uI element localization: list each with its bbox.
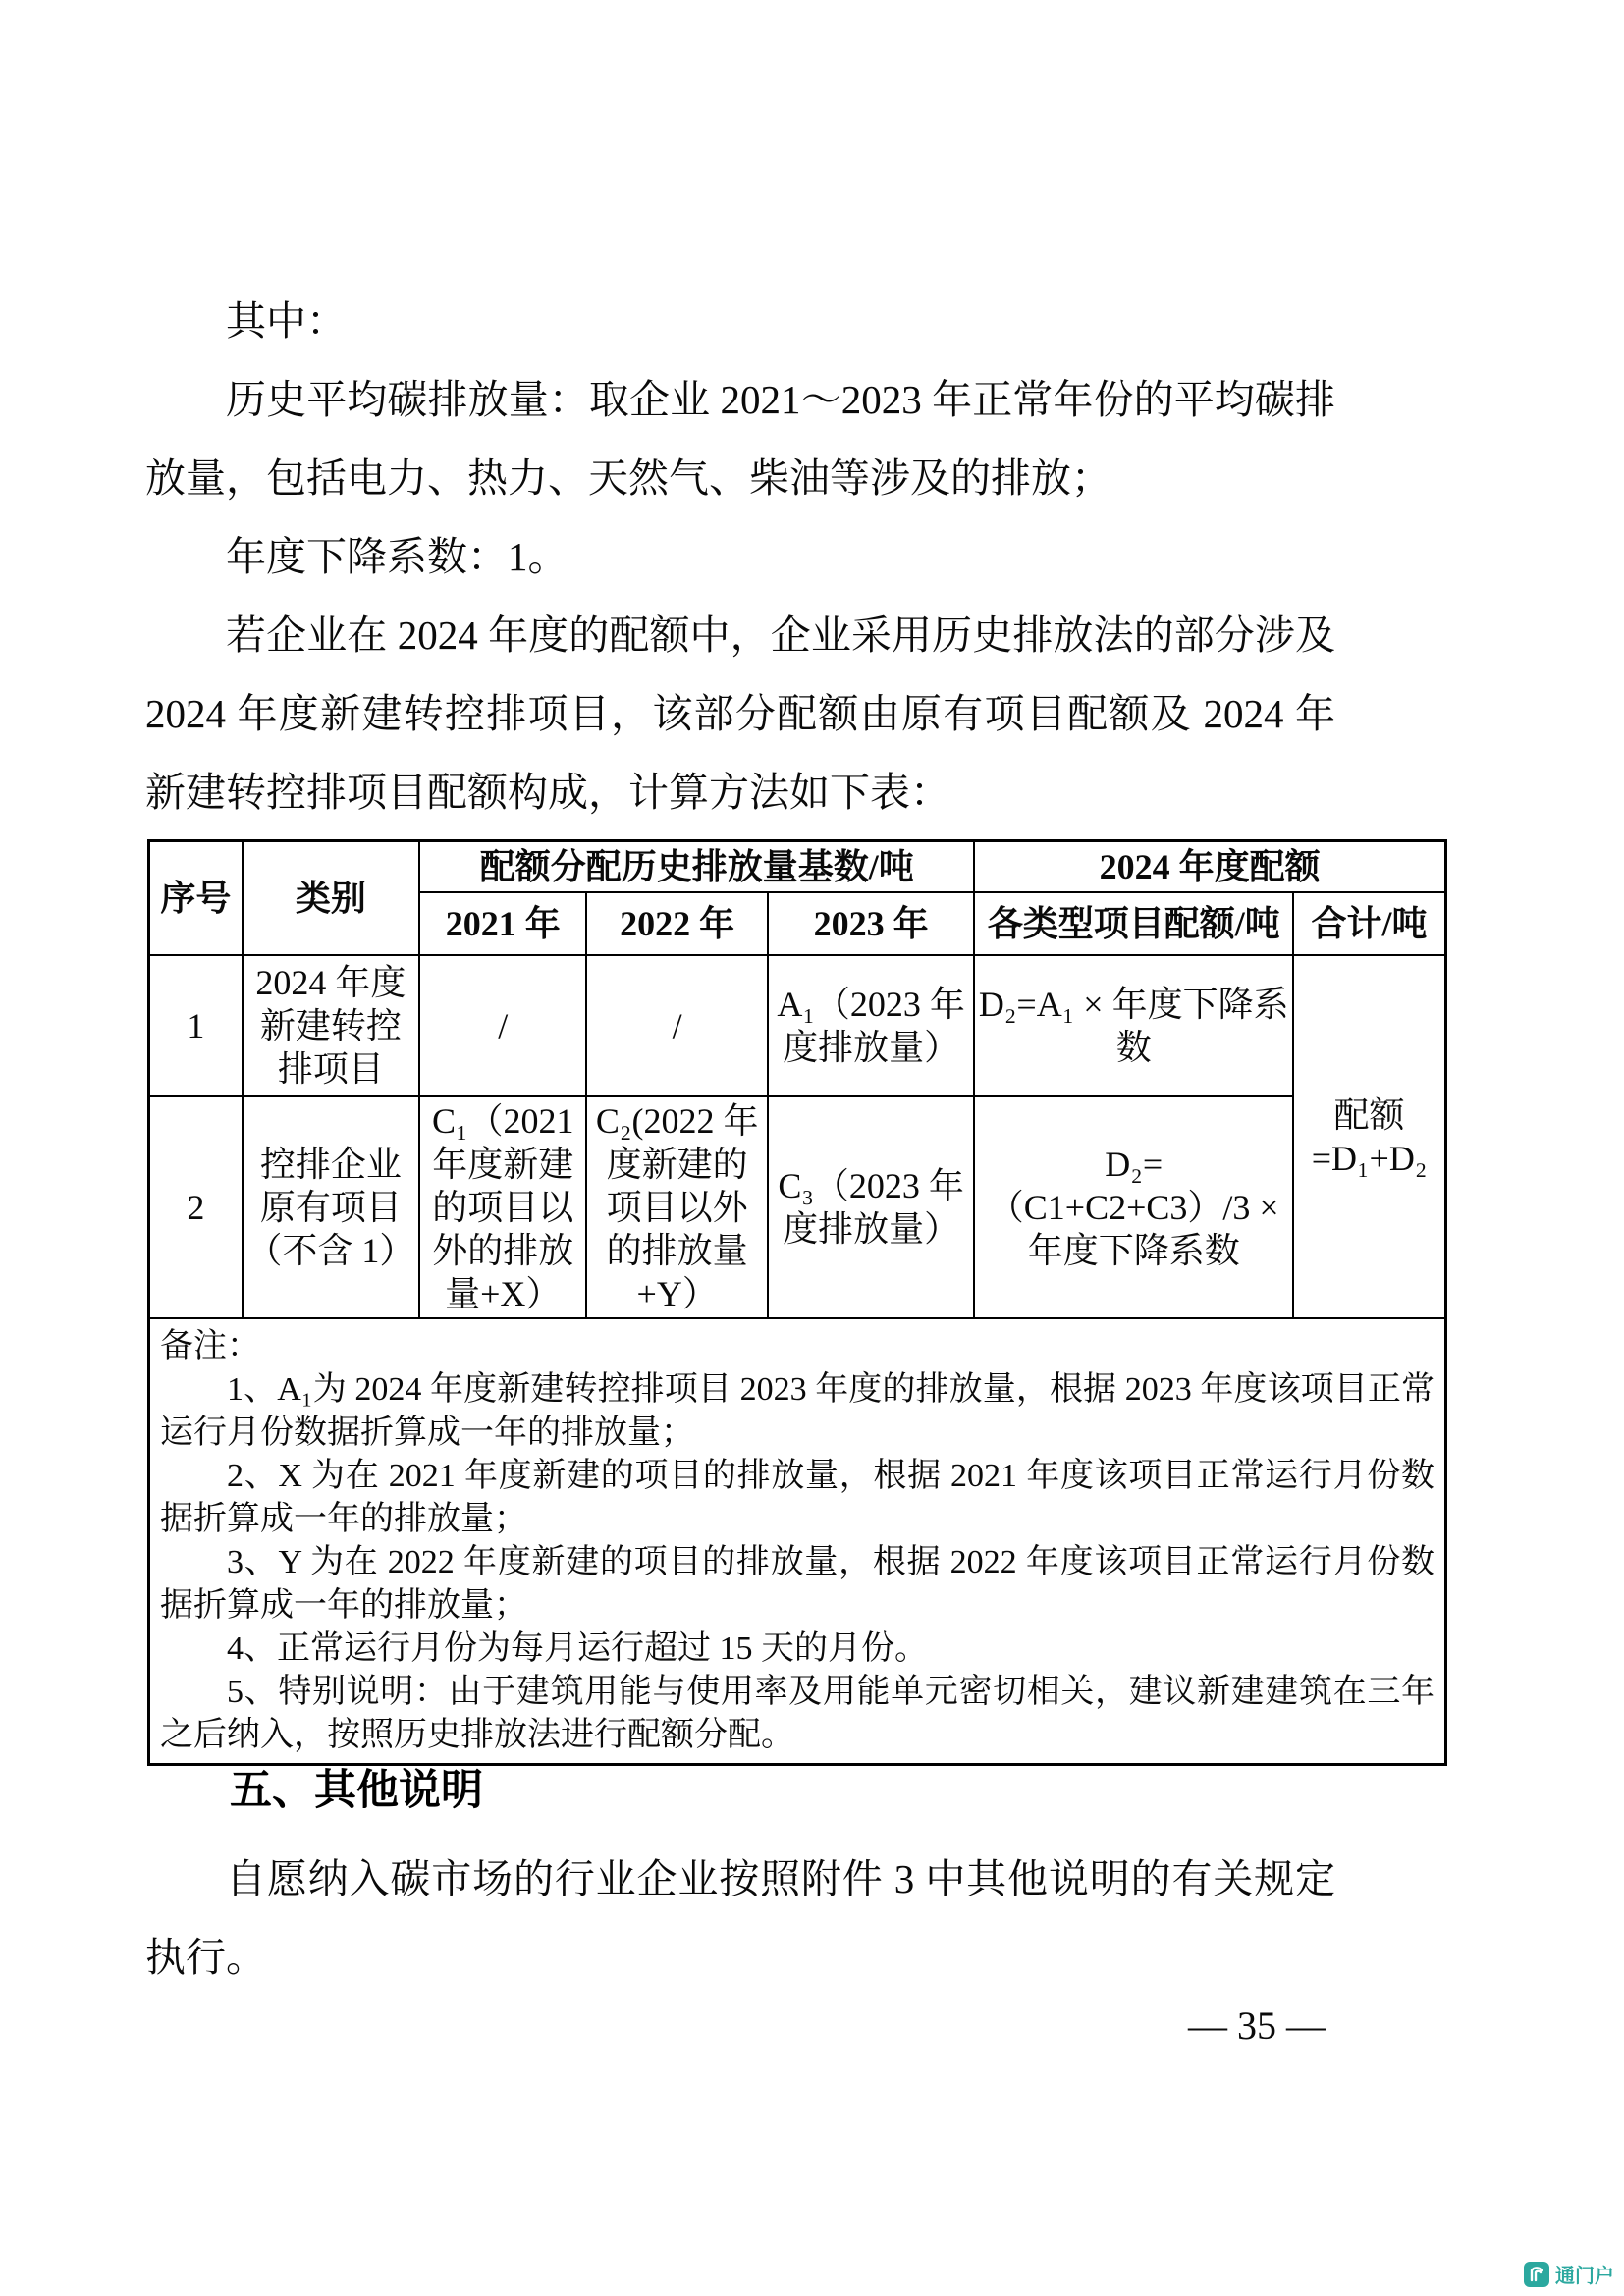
col-header-2021: 2021 年 bbox=[419, 892, 586, 955]
col-header-group-2024: 2024 年度配额 bbox=[974, 841, 1445, 893]
paragraph-quota-method: 若企业在 2024 年度的配额中，企业采用历史排放法的部分涉及 2024 年度新建转控排项目，该部分配额由原有项目配额及 2024 年新建转控排项目配额构成，计算方法如下表： bbox=[145, 613, 1335, 815]
paragraph-historical-average: 历史平均碳排放量：取企业 2021～2023 年正常年份的平均碳排放量，包括电力、热力、天然气、柴油等涉及的排放； bbox=[145, 377, 1335, 501]
cell-2021-2: C₁（2021 年度新建的项目以外的排放量+X） bbox=[419, 1096, 586, 1318]
cell-seq-1: 1 bbox=[149, 955, 243, 1096]
watermark-logo-icon bbox=[1523, 2261, 1550, 2288]
col-header-category: 类别 bbox=[243, 841, 419, 956]
note-2: 2、X 为在 2021 年度新建的项目的排放量，根据 2021 年度该项目正常运行月份数据折算成一年的排放量； bbox=[160, 1458, 1435, 1537]
cell-type-quota-2: D₂=（C1+C2+C3）/3 × 年度下降系数 bbox=[974, 1096, 1293, 1318]
table-row-2 bbox=[149, 1096, 1446, 1318]
cell-category-1: 2024 年度新建转控排项目 bbox=[243, 955, 419, 1096]
col-header-total: 合计/吨 bbox=[1293, 892, 1445, 955]
col-header-2023: 2023 年 bbox=[768, 892, 975, 955]
cell-2021-1: / bbox=[419, 955, 586, 1096]
col-header-2022: 2022 年 bbox=[586, 892, 767, 955]
watermark bbox=[1523, 2260, 1614, 2288]
col-header-type-quota: 各类型项目配额/吨 bbox=[974, 892, 1293, 955]
cell-category-2: 控排企业原有项目（不含 1） bbox=[243, 1096, 419, 1318]
cell-2023-2: C₃（2023 年度排放量） bbox=[768, 1096, 975, 1318]
col-header-seq: 序号 bbox=[149, 841, 243, 956]
note-4: 4、正常运行月份为每月运行超过 15 天的月份。 bbox=[227, 1630, 928, 1667]
cell-2023-1: A₁（2023 年度排放量） bbox=[768, 955, 975, 1096]
section-paragraph: 自愿纳入碳市场的行业企业按照附件 3 中其他说明的有关规定执行。 bbox=[145, 1856, 1335, 1980]
cell-2022-1: / bbox=[586, 955, 767, 1096]
notes-label: 备注： bbox=[160, 1328, 260, 1364]
other-notes-section bbox=[145, 1765, 1335, 1997]
table-row-1 bbox=[149, 955, 1446, 1096]
note-5: 5、特别说明：由于建筑用能与使用率及用能单元密切相关，建议新建建筑在三年之后纳入，按照历史排放法进行配额分配。 bbox=[160, 1674, 1435, 1753]
cell-seq-2: 2 bbox=[149, 1096, 243, 1318]
quota-allocation-table bbox=[147, 839, 1447, 1766]
table-header-row-groups bbox=[149, 841, 1446, 893]
cell-type-quota-1: D₂=A₁ × 年度下降系数 bbox=[974, 955, 1293, 1096]
paragraph-qizhong: 其中： bbox=[226, 298, 347, 344]
cell-total-merged: 配额=D₁+D₂ bbox=[1293, 955, 1445, 1318]
watermark-text: 通门户 bbox=[1555, 2266, 1614, 2287]
paragraph-decline-factor: 年度下降系数：1。 bbox=[226, 534, 568, 579]
note-3: 3、Y 为在 2022 年度新建的项目的排放量，根据 2022 年度该项目正常运行月份数据折算成一年的排放量； bbox=[160, 1544, 1435, 1624]
page-number: — 35 — bbox=[1188, 2003, 1326, 2048]
notes-cell bbox=[149, 1318, 1446, 1765]
col-header-group-basis: 配额分配历史排放量基数/吨 bbox=[419, 841, 974, 893]
table-notes-row bbox=[149, 1318, 1446, 1765]
intro-paragraphs bbox=[145, 282, 1335, 831]
note-1: 1、A₁为 2024 年度新建转控排项目 2023 年度的排放量，根据 2023 年度该项目正常运行月份数据折算成一年的排放量； bbox=[160, 1371, 1435, 1451]
section-heading: 五、其他说明 bbox=[230, 1767, 483, 1814]
cell-2022-2: C₂(2022 年度新建的项目以外的排放量+Y） bbox=[586, 1096, 767, 1318]
